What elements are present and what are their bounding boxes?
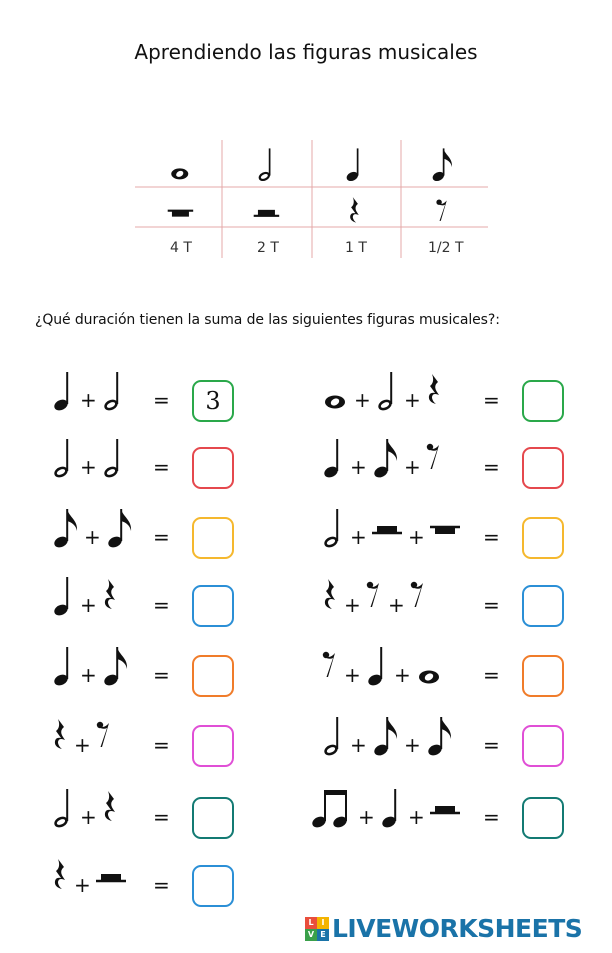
quarter-note-icon (50, 643, 76, 691)
plus-sign: + (408, 805, 425, 829)
answer-box[interactable] (192, 517, 234, 559)
label-eighth-duration: 1/2 T (428, 240, 464, 256)
plus-sign: + (80, 663, 97, 687)
equals-sign: = (153, 733, 170, 757)
brand-text: LIVEWORKSHEETS (332, 914, 583, 943)
plus-sign: + (344, 593, 361, 617)
plus-sign: + (350, 733, 367, 757)
quarter-rest-icon (50, 713, 70, 761)
question-text: ¿Qué duración tienen la suma de las siguientes figuras musicales?: (35, 312, 500, 328)
answer-box[interactable] (522, 517, 564, 559)
equals-sign: = (153, 663, 170, 687)
quarter-note-icon (378, 785, 404, 833)
eighth-note-icon (50, 505, 80, 553)
answer-box[interactable] (522, 380, 564, 422)
answer-box[interactable] (192, 725, 234, 767)
half-note-icon (50, 435, 76, 483)
equals-sign: = (153, 805, 170, 829)
half-note-icon (100, 435, 126, 483)
plus-sign: + (408, 525, 425, 549)
quarter-rest-icon (320, 573, 340, 621)
equals-sign: = (483, 663, 500, 687)
eighth-note-icon (104, 505, 134, 553)
answer-box[interactable] (522, 725, 564, 767)
equals-sign: = (483, 455, 500, 479)
eighth-rest-icon (408, 573, 428, 621)
label-half-duration: 2 T (257, 240, 279, 256)
half-rest-icon (94, 853, 128, 901)
whole-note-icon (320, 368, 350, 416)
plus-sign: + (404, 733, 421, 757)
plus-sign: + (74, 873, 91, 897)
half-note-icon (374, 368, 400, 416)
eighth-note-icon (424, 713, 454, 761)
quarter-note-icon (50, 368, 76, 416)
half-note-icon (100, 368, 126, 416)
equals-sign: = (483, 388, 500, 412)
equals-sign: = (483, 805, 500, 829)
brand-icon-v: V (305, 929, 317, 941)
reference-quarter-rest-icon (346, 192, 363, 233)
reference-whole-note-icon (167, 145, 193, 186)
brand-icon-e: E (317, 929, 329, 941)
brand-icon-l: L (305, 917, 317, 929)
equals-sign: = (153, 593, 170, 617)
equals-sign: = (483, 733, 500, 757)
plus-sign: + (74, 733, 91, 757)
answer-box[interactable] (522, 655, 564, 697)
plus-sign: + (388, 593, 405, 617)
quarter-rest-icon (50, 853, 70, 901)
quarter-rest-icon (100, 573, 120, 621)
equals-sign: = (153, 873, 170, 897)
quarter-note-icon (50, 573, 76, 621)
answer-box[interactable] (522, 447, 564, 489)
half-rest-icon (370, 505, 404, 553)
quarter-note-icon (320, 435, 346, 483)
quarter-note-icon (364, 643, 390, 691)
reference-half-rest-icon (252, 192, 281, 233)
answer-box[interactable]: 3 (192, 380, 234, 422)
equals-sign: = (153, 525, 170, 549)
liveworksheets-logo (305, 914, 582, 943)
equals-sign: = (483, 525, 500, 549)
answer-box[interactable] (522, 797, 564, 839)
whole-note-icon (414, 643, 444, 691)
plus-sign: + (404, 455, 421, 479)
quarter-rest-icon (100, 785, 120, 833)
reference-whole-rest-icon (166, 192, 195, 233)
plus-sign: + (344, 663, 361, 687)
label-whole-duration: 4 T (170, 240, 192, 256)
plus-sign: + (354, 388, 371, 412)
answer-box[interactable] (192, 447, 234, 489)
eighth-note-icon (100, 643, 130, 691)
half-note-icon (50, 785, 76, 833)
plus-sign: + (80, 388, 97, 412)
plus-sign: + (80, 805, 97, 829)
reference-quarter-note-icon (343, 145, 365, 186)
plus-sign: + (358, 805, 375, 829)
plus-sign: + (350, 525, 367, 549)
equals-sign: = (483, 593, 500, 617)
label-quarter-duration: 1 T (345, 240, 367, 256)
plus-sign: + (394, 663, 411, 687)
plus-sign: + (80, 593, 97, 617)
answer-box[interactable] (522, 585, 564, 627)
plus-sign: + (350, 455, 367, 479)
reference-table (0, 0, 612, 270)
reference-half-note-icon (255, 145, 277, 186)
eighth-rest-icon (424, 435, 444, 483)
eighth-note-icon (370, 713, 400, 761)
page-title: Aprendiendo las figuras musicales (134, 40, 478, 64)
answer-box[interactable] (192, 797, 234, 839)
brand-icon (305, 917, 329, 941)
answer-box[interactable] (192, 655, 234, 697)
quarter-rest-icon (424, 368, 444, 416)
answer-box[interactable] (192, 585, 234, 627)
plus-sign: + (84, 525, 101, 549)
equals-sign: = (153, 455, 170, 479)
whole-rest-icon (428, 505, 462, 553)
eighth-note-icon (370, 435, 400, 483)
half-note-icon (320, 505, 346, 553)
eighth-rest-icon (94, 713, 114, 761)
brand-icon-i: I (317, 917, 329, 929)
equals-sign: = (153, 388, 170, 412)
reference-eighth-note-icon (429, 145, 455, 186)
plus-sign: + (404, 388, 421, 412)
eighth-rest-icon (364, 573, 384, 621)
answer-box[interactable] (192, 865, 234, 907)
half-rest-icon (428, 785, 462, 833)
beamed-eighths-icon (310, 785, 354, 833)
reference-eighth-rest-icon (434, 192, 451, 233)
plus-sign: + (80, 455, 97, 479)
half-note-icon (320, 713, 346, 761)
eighth-rest-icon (320, 643, 340, 691)
